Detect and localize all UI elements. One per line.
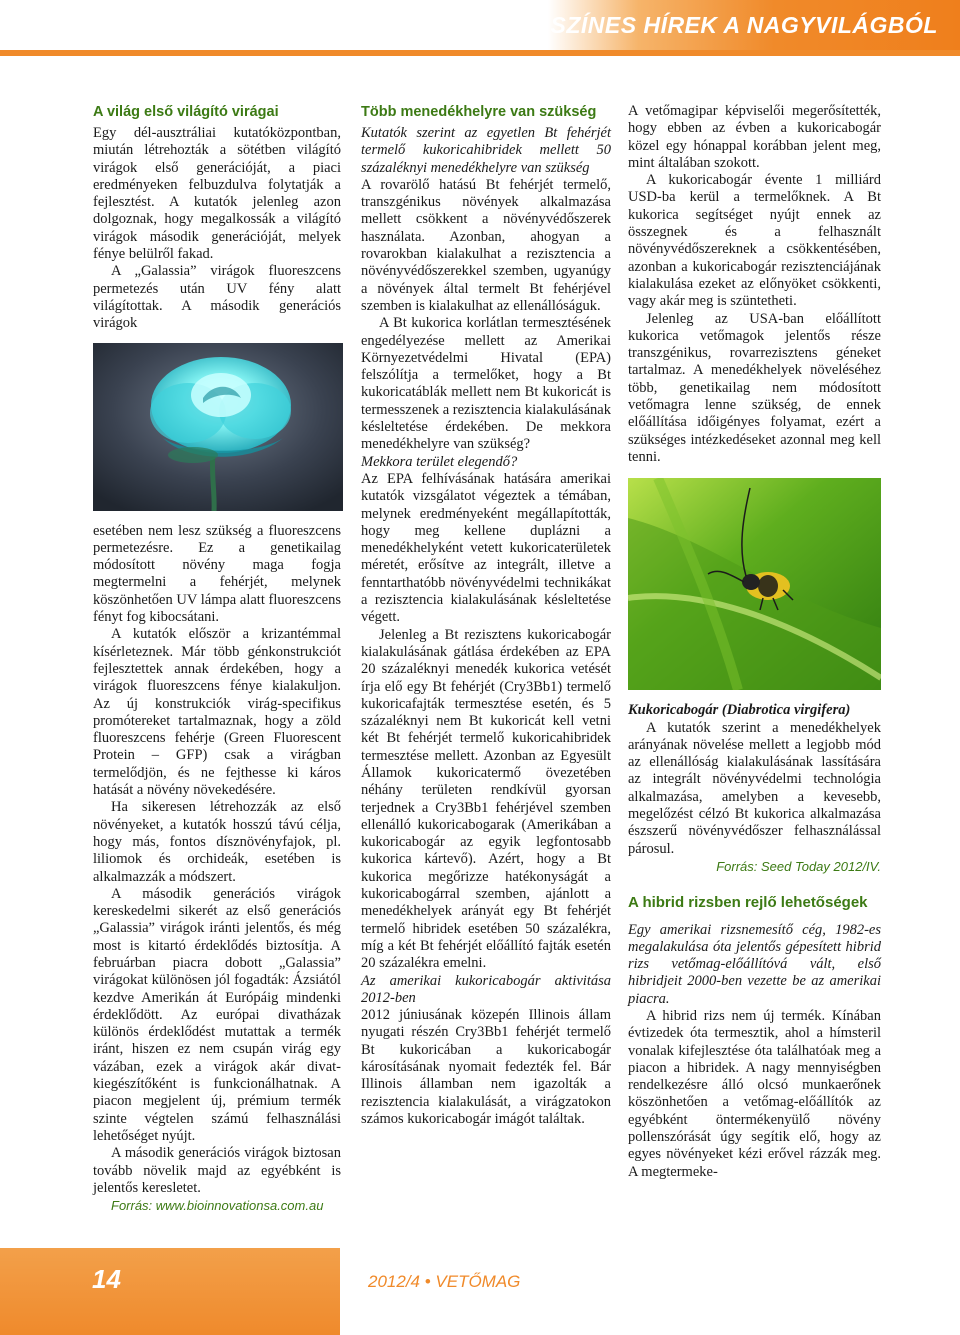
source-line <box>93 1197 341 1215</box>
paragraph: 2012 júniusának közepén Illinois állam nyugati részén Cry3Bb1 fehérjét termelő Bt kukoricában a kukoricabogár károsításának nyomait fedezték fel. Bár Illinois államban nem igazolták a rezisztencia kialakulását, a virágzatokon számos kukoricabogár imágót találtak. <box>361 1007 611 1127</box>
column-2 <box>361 103 611 1128</box>
issue-label: 2012/4 • VETŐMAG <box>368 1272 521 1291</box>
paragraph: esetében nem lesz szükség a fluoreszcens permetezésre. Ez a genetikailag módosított növény maga fogja megtermelni a fehérjét, melynek köszönhetően UV lámpa alatt fluoreszcens fényt fog kibocsátani. <box>93 522 341 626</box>
subheading: Mekkora terület elegendő? <box>361 453 518 470</box>
corn-rootworm-beetle-photo <box>628 478 881 690</box>
paragraph: A rovarölő hatású Bt fehérjét termelő, transzgénikus növények alkalmazása mellett csökkent a növényvédőszerek használata. Azonban, ahogyan a rovarokban kialakulhat a rezisztencia a növényvédőszerekkel szemben, ugyanúgy a növények által termelt Bt fehérjével szemben is kialakulhat az ellenállóságuk. <box>361 176 611 314</box>
article-lead: Kutatók szerint az egyetlen Bt fehérjét termelő kukoricahibridek mellett 50 százaléknyi menedékhelyre van szükség <box>361 125 611 176</box>
paragraph: A vetőmagipar képviselői megerősítették, hogy ebben az évben a kukoricabogár közel egy hónappal korábban jelent meg, mint általában szokott. <box>628 103 881 171</box>
glowing-rose-photo <box>93 343 343 511</box>
article-lead: Egy amerikai rizsnemesítő cég, 1982-es megalakulása óta jelentős gépesített hibrid rizs vetőmag-előállítóvá vált, első hibridjeit 2000-ben vezette be az amerikai piacra. <box>628 921 881 1007</box>
page-footer <box>0 1248 960 1335</box>
article-heading-refuges: Több menedékhelyre van szükség <box>361 104 597 120</box>
paragraph: A kutatók először a krizantémmal kísérleteznek. Már több génkonstrukciót fejlesztettek annak érdekében, hogy a virágok fluoreszcens fénye kialakuljon. Az új konstrukciók virág-specifikus promótereket tartalmaznak, hogy a zöld fluoreszcens fehérje (Green Fluorescent Protein – GFP) csak a virágban termelődjön, és ne fejthesse ki káros hatását a növény növekedésére. <box>93 626 341 799</box>
column-3 <box>628 103 881 1181</box>
article-heading-hybrid-rice: A hibrid rizsben rejlő lehetőségek <box>628 894 868 912</box>
source-line <box>628 858 881 876</box>
paragraph: Az EPA felhívásának hatására amerikai kutatók vizsgálatot végeztek a témában, melynek eredményeként megállapították, hogy meg kellene duplázni a menedékhelyként vetett kukoricaterületek méretét, erősítve az integrált, illetve a fenntarthatóbb növényvédelmi technikákat a rezisztencia kialakulásának késleltetése végett. <box>361 470 611 626</box>
source-credit: Forrás: Seed Today 2012/IV. <box>716 858 881 874</box>
column-1 <box>93 103 341 1215</box>
section-title: SZÍNES HÍREK A NAGYVILÁGBÓL <box>550 12 938 38</box>
paragraph: A kukoricabogár évente 1 milliárd USD-ba kerül a termelőknek. A Bt kukorica segítséget nyújt ennek az összegnek és a felhasznált növényvédőszereknek a csökkentésében, azonban a kukoricabogár rezisztenciájának kialakulása ezeket az előnyöket csökkenti, vagy akár meg is szüntetheti. <box>628 172 881 310</box>
photo-caption: Kukoricabogár (Diabrotica virgifera) <box>628 702 851 719</box>
paragraph: Ha sikeresen létrehozzák az első növényeket, a kutatók hosszú távú célja, hogy más, fontos dísznövényfajok, pl. liliomok és orchideák, esetében is alkalmazzák a módszert. <box>93 799 341 885</box>
footer-band <box>0 1248 340 1335</box>
subheading: Az amerikai kukoricabogár aktivitása 2012-ben <box>361 972 611 1006</box>
paragraph: A kutatók szerint a menedékhelyek arányának növelése mellett a legjobb mód az ellenállóság kialakulásának lassítására az integrált növényvédelmi technológia alkalmazása, amelyben a kevesebb, megelőzést célzó Bt kukorica alkalmazása észszerű növényvédőszer felhasználással párosul. <box>628 719 881 857</box>
header-rule <box>0 50 960 56</box>
paragraph: A második generációs virágok kereskedelmi sikerét az első generációs „Galassia” virágok iránti jelentős, és még most is kitartó érdeklődés biztosítja. A februárban piacra dobott „Galassia” virágokat különösen jól fogadták: Ázsiától kezdve Amerikán át Európáig mindenki érdeklődött. Az európai divatházak különös érdeklődést mutattak a termék iránt, hiszen ez nem csupán virág egy vázában, ezek a virágok akár divat-kiegészítőként is funkcionálhatnak. A piacon megjelent új, prémium termék szinte végtelen számú felhasználási lehetőséget nyújt. <box>93 885 341 1144</box>
article-heading-glowing-flowers: A világ első világító virágai <box>93 104 279 120</box>
paragraph: A második generációs virágok biztosan tovább növelik majd az egyébként is jelentős keresletet. <box>93 1145 341 1196</box>
header-band <box>548 0 960 50</box>
paragraph: Jelenleg az USA-ban előállított kukorica vetőmagok jelentős része transzgénikus, rovarrezisztens géneket tartalmaz. A menedékhelyek növeléséhez több, genetikailag nem módosított vetőmagra lenne szükség, de ennek előállítása időigényes folyamat, ezért a szükséges intézkedéseket azonnal meg kell tenni. <box>628 310 881 465</box>
paragraph: A „Galassia” virágok fluoreszcens permetezés után UV fény alatt világítottak. A második generációs virágok <box>93 263 341 332</box>
paragraph: A Bt kukorica korlátlan termesztésének engedélyezése mellett az Amerikai Környezetvédelmi Hivatal (EPA) felszólítja a termelőket, hogy a Bt kukoricatáblák mellett nem Bt kukoricát is termesszenek a rezisztencia kialakulásának késleltetése érdekében. De mekkora menedékhelyre van szükség? <box>361 315 611 453</box>
page-header <box>0 0 960 62</box>
paragraph: A hibrid rizs nem új termék. Kínában évtizedek óta termesztik, ahol a hímsteril vonalak kifejlesztése óta találhatóak meg a piacon a hibridek. A nagy mennyiségben rendelkezésre álló olcsó munkaerőnek köszönhetően a vetőmag-előállítók az egyébként öntermékenyülő növény pollenszórását úgy segítik elő, hogy az egyes növényeket kézi erővel rázzák meg. A megtermeke- <box>628 1007 881 1180</box>
page-number: 14 <box>92 1264 121 1294</box>
source-credit: Forrás: www.bioinnovationsa.com.au <box>111 1198 324 1214</box>
paragraph: Jelenleg a Bt rezisztens kukoricabogár kialakulásának gátlása érdekében az EPA 20 százaléknyi menedék kukorica vetését írja elő egy Bt fehérjét (Cry3Bb1) termelő kukoricafajták termesztése esetén, és 5 százaléknyi nem Bt kukoricát kell vetni két Bt fehérjét termelő kukoricahibridek termesztése mellett. Azonban az Egyesült Államok kukoricatermő övezetében néhány területen rendkívül gyorsan terjednek a Cry3Bb1 fehérjével szemben ellenálló kukoricabogarak (Amerikában a kukoricabogár az egyik legfontosabb kukorica kártevő). Azért, hogy a Bt kukorica megőrizze hatékonyságát a kukoricabogárral szemben, ajánlott a menedékhelyek arányát egy Bt fehérjét termelő hibridek esetében 50 százalékra, míg a két Bt fehérjét előállító fajták esetén 20 százalékra emelni. <box>361 626 611 972</box>
paragraph: Egy dél-ausztráliai kutatóközpontban, miután létrehozták a sötétben világító virágok első generációját, a piaci eredményeken felbuzdulva folytatják a fejlesztést. A kutatók jelenleg azon dolgoznak, hogy megalkossák a világító virágok második generációját, melyek fénye belülről fakad. <box>93 125 341 263</box>
